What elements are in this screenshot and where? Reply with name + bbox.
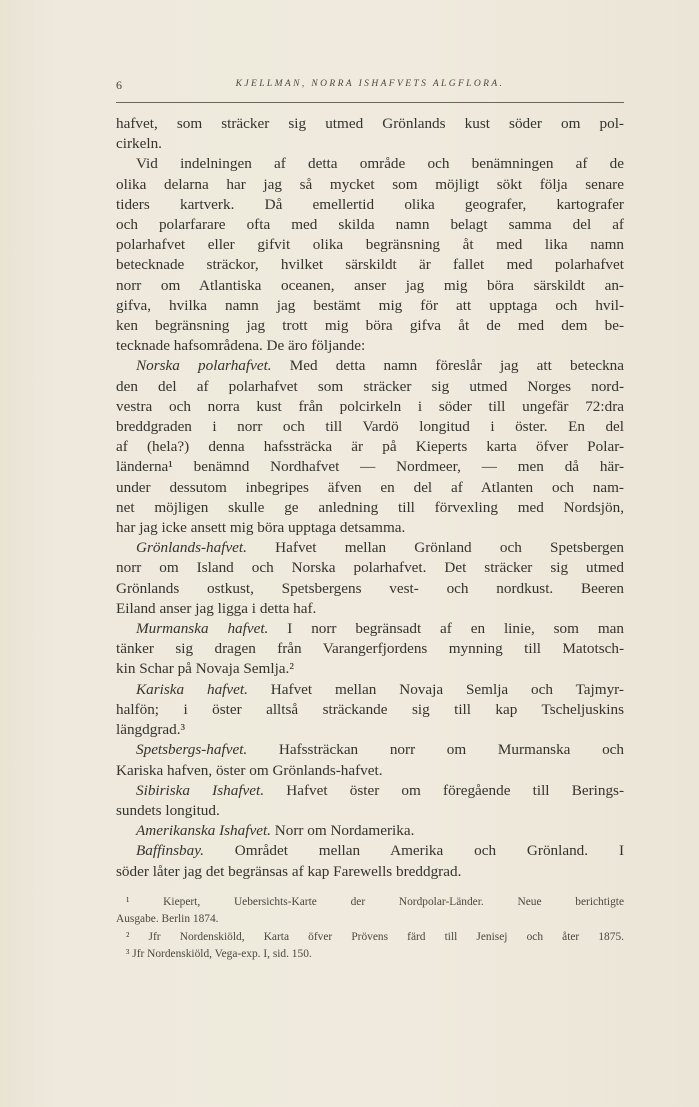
text-line xyxy=(116,255,624,275)
text-line xyxy=(116,134,624,154)
text-line xyxy=(116,579,624,599)
text-line xyxy=(116,781,624,801)
line-text: norr om Island och Norska polarhafvet. Det sträcker sig utmed xyxy=(116,559,624,577)
line-text: Kariska hafven, öster om Grönlands-hafvet. xyxy=(116,761,383,779)
line-text: net möjligen skulle ge anledning till förvexling med Nordsjön, xyxy=(116,498,624,516)
line-text: cirkeln. xyxy=(116,135,162,153)
line-text: polarhafvet eller gifvit olika begränsning åt med lika namn xyxy=(116,236,624,254)
section-heading: Sibiriska Ishafvet. xyxy=(136,781,265,799)
footnote-line: ¹ Kiepert, Uebersichts-Karte der Nordpolar-Länder. Neue berichtigte xyxy=(126,896,624,908)
text-line xyxy=(116,700,624,720)
line-text: olika delarna har jag så mycket som möjligt sökt följa senare xyxy=(116,175,624,193)
text-line xyxy=(116,761,624,781)
text-line xyxy=(116,296,624,316)
footnotes xyxy=(116,894,624,963)
footnote-line: ² Jfr Nordenskiöld, Karta öfver Prövens färd till Jenisej och åter 1875. xyxy=(126,930,624,943)
section-heading: Spetsbergs-hafvet. xyxy=(136,741,248,759)
text-line xyxy=(116,276,624,296)
text-line xyxy=(116,175,624,195)
text-line xyxy=(116,599,624,619)
text-line xyxy=(116,862,624,882)
text-line xyxy=(116,316,624,336)
line-text: sundets longitud. xyxy=(116,801,220,819)
section-heading: Kariska hafvet. xyxy=(136,680,248,698)
text-line xyxy=(116,215,624,235)
line-text: Vid indelningen af detta område och benämningen af de xyxy=(136,155,624,173)
text-line xyxy=(116,417,624,437)
text-line xyxy=(116,356,624,376)
text-line xyxy=(116,154,624,174)
text-line xyxy=(116,720,624,740)
text-line xyxy=(116,397,624,417)
line-text: söder låter jag det begränsas af kap Farewells breddgrad. xyxy=(116,862,462,880)
text-line xyxy=(116,235,624,255)
footnote-line: ³ Jfr Nordenskiöld, Vega-exp. I, sid. 150. xyxy=(126,947,312,960)
text-line xyxy=(116,518,624,538)
line-text: norr om Atlantiska oceanen, anser jag mig böra särskildt an- xyxy=(116,276,624,294)
text-line xyxy=(116,841,624,861)
text-line xyxy=(116,558,624,578)
text-line xyxy=(116,114,624,134)
line-text: Hafssträckan norr om Murmanska och xyxy=(247,741,624,759)
line-text: och polarfarare ofta med skilda namn belagt samma del af xyxy=(116,216,624,234)
line-text: kin Schar på Novaja Semlja.² xyxy=(116,660,294,678)
line-text: af (hela?) denna hafssträcka är på Kieperts karta öfver Polar- xyxy=(116,438,624,456)
line-text: Området mellan Amerika och Grönland. I xyxy=(203,842,624,860)
section-heading: Amerikanska Ishafvet. xyxy=(136,822,271,840)
header-rule xyxy=(116,102,624,103)
line-text: Hafvet mellan Novaja Semlja och Tajmyr- xyxy=(247,680,624,698)
footnote-line: Ausgabe. Berlin 1874. xyxy=(116,913,219,926)
text-line xyxy=(116,538,624,558)
text-line xyxy=(116,437,624,457)
line-text: har jag icke ansett mig böra upptaga detsamma. xyxy=(116,519,406,537)
line-text: under dessutom inbegripes äfven en del af Atlanten och nam- xyxy=(116,478,624,496)
text-line xyxy=(116,639,624,659)
text-line xyxy=(116,821,624,841)
line-text: Norr om Nordamerika. xyxy=(270,822,415,840)
line-text: längdgrad.³ xyxy=(116,721,186,739)
text-line xyxy=(116,457,624,477)
line-text: I norr begränsadt af en linie, som man xyxy=(268,620,624,638)
line-text: Hafvet mellan Grönland och Spetsbergen xyxy=(246,539,624,557)
line-text: halfön; i öster alltså sträckande sig till kap Tscheljuskins xyxy=(116,700,624,718)
line-text: länderna¹ benämnd Nordhafvet — Nordmeer, — men då här- xyxy=(116,458,624,476)
line-text: hafvet, som sträcker sig utmed Grönlands kust söder om pol- xyxy=(116,115,624,132)
text-line xyxy=(116,680,624,700)
section-heading: Baffinsbay. xyxy=(136,842,204,860)
text-line xyxy=(116,478,624,498)
line-text: gifva, hvilka namn jag bestämt mig för att upptaga och hvil- xyxy=(116,296,624,314)
text-line xyxy=(116,377,624,397)
page-header xyxy=(116,78,624,98)
text-line xyxy=(116,498,624,518)
text-line xyxy=(116,336,624,356)
section-heading: Murmanska hafvet. xyxy=(136,620,269,638)
line-text: Grönlands ostkust, Spetsbergens vest- och nordkust. Beeren xyxy=(116,579,624,597)
line-text: vestra och norra kust från polcirkeln i söder till ungefär 72:dra xyxy=(116,397,624,415)
line-text: Med detta namn föreslår jag att beteckna xyxy=(271,357,624,375)
text-line xyxy=(116,659,624,679)
text-line xyxy=(116,195,624,215)
running-title: KJELLMAN, NORRA ISHAFVETS ALGFLORA. xyxy=(235,79,505,89)
section-heading: Grönlands-hafvet. xyxy=(136,539,247,557)
text-line xyxy=(116,619,624,639)
text-line xyxy=(116,801,624,821)
line-text: den del af polarhafvet som sträcker sig utmed Norges nord- xyxy=(116,377,624,395)
section-heading: Norska polarhafvet. xyxy=(136,357,272,375)
text-line xyxy=(116,740,624,760)
line-text: breddgraden i norr och till Vardö longitud i öster. En del xyxy=(116,418,624,436)
line-text: tiders kartverk. Då emellertid olika geografer, kartografer xyxy=(116,195,624,213)
body-text xyxy=(116,114,624,882)
line-text: Hafvet öster om föregående till Berings- xyxy=(264,781,625,799)
line-text: Eiland anser jag ligga i detta haf. xyxy=(116,599,317,617)
page-number: 6 xyxy=(116,78,122,92)
line-text: ken begränsning jag trott mig böra gifva åt de med dem be- xyxy=(116,317,624,335)
line-text: tänker sig dragen från Varangerfjordens mynning till Matotsch- xyxy=(116,640,624,658)
line-text: tecknade hafsområdena. De äro följande: xyxy=(116,337,366,355)
line-text: betecknade sträckor, hvilket särskildt är fallet med polarhafvet xyxy=(116,256,624,274)
